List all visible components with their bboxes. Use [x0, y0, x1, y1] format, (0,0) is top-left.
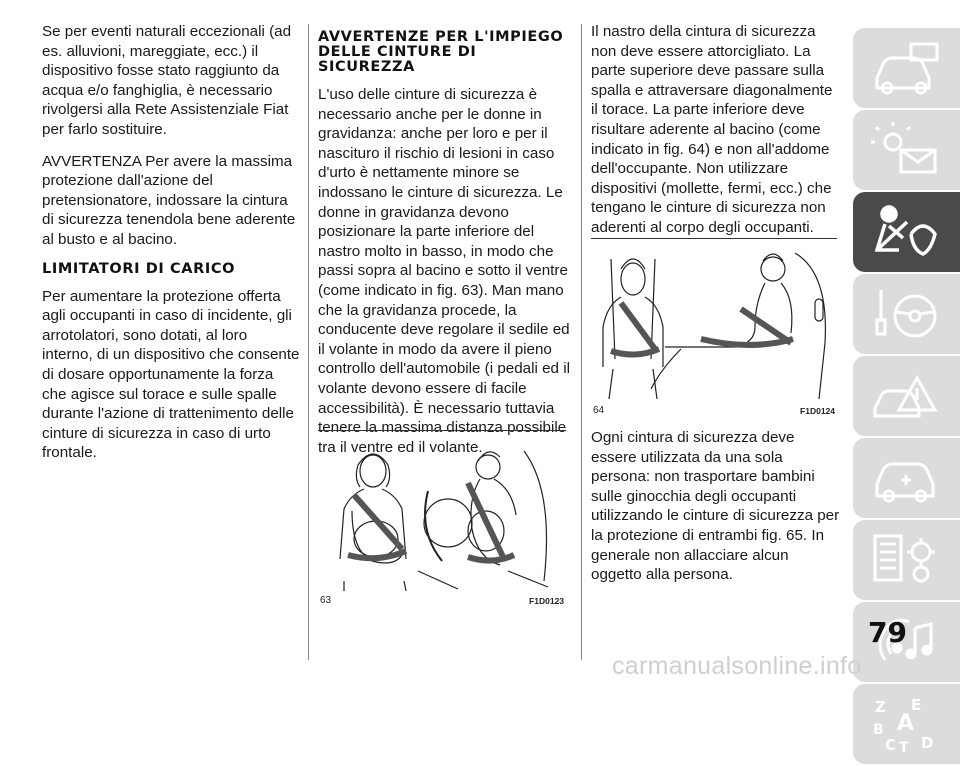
- figure-code: F1D0123: [529, 596, 564, 606]
- chapter-tabs: [853, 28, 960, 766]
- paragraph-warning-pretensioner: AVVERTENZA Per avere la massima protezione dall'azione del pretensionatore, indossare la cintura di sicurezza tenendola bene aderente al busto e al bacino.: [42, 152, 296, 248]
- column-divider: [581, 24, 582, 660]
- paragraph-water-damage: Se per eventi naturali eccezionali (ad es. alluvioni, mareggiate, ecc.) il dispositivo fosse stato raggiunto da acqua e/o fanghiglia, è necessario rivolgersi alla Rete Assistenziale Fiat per farlo sostituire.: [42, 23, 292, 138]
- paragraph-one-person-per-belt: Ogni cintura di sicurezza deve essere utilizzata da una sola persona: non trasportare bambini sulle ginocchia degli occupanti utilizzando le cinture di sicurezza per la protezione di entrambi fig. 65. In generale non allacciare alcun oggetto alla persona.: [591, 429, 840, 584]
- tab-car-info[interactable]: [853, 28, 960, 108]
- index-letter: E: [911, 696, 922, 714]
- tab-starting-driving[interactable]: [853, 274, 960, 354]
- tab-maintenance[interactable]: [853, 438, 960, 518]
- seatbelt-positioning-illustration: [591, 239, 837, 399]
- text-column-2: [318, 22, 572, 469]
- tab-emergency[interactable]: [853, 356, 960, 436]
- paragraph-belt-position: Il nastro della cintura di sicurezza non deve essere attorcigliato. La parte superiore deve passare sulla spalla e attraversare diagonalmente il torace. La parte inferiore deve risultare aderente al bacino (come indicato in fig. 64) e non all'addome dell'occupante. Non utilizzare dispositivi (mollette, fermi, ecc.) che tengano le cinture di sicurezza non aderenti al corpo degli occupanti.: [591, 23, 833, 236]
- column-divider: [308, 24, 309, 660]
- figure-63: [318, 430, 566, 611]
- car-info-icon: [871, 40, 941, 96]
- index-abc-icon: [871, 696, 941, 752]
- figure-64: [591, 238, 837, 419]
- pregnant-woman-seatbelt-illustration: [318, 431, 566, 591]
- figure-code: F1D0124: [800, 406, 835, 416]
- text-column-3-continued: [591, 428, 841, 597]
- index-letter: A: [897, 711, 915, 736]
- index-letter: C: [885, 736, 897, 752]
- paragraph-load-limiters: Per aumentare la protezione offerta agli occupanti in caso di incidente, gli arrotolatori, sono dotati, al loro interno, di un dispositivo che consente di dosare opportunamente la forza che agisce sul torace e sulle spalle durante l'azione di trattenimento delle cinture di sicurezza in caso di urto frontale.: [42, 287, 300, 462]
- airbag-seatbelt-icon: [871, 204, 941, 260]
- index-letter: D: [921, 734, 934, 752]
- section-heading-load-limiters: LIMITATORI DI CARICO: [42, 260, 236, 277]
- tab-index[interactable]: [853, 684, 960, 764]
- section-heading-seatbelt-warnings: AVVERTENZE PER L'IMPIEGO DELLE CINTURE DI SICUREZZA: [318, 29, 564, 75]
- index-letter: T: [899, 740, 909, 752]
- car-service-icon: [871, 450, 941, 506]
- warning-triangle-icon: [871, 368, 941, 424]
- tab-dashboard[interactable]: [853, 110, 960, 190]
- page-number: 79: [868, 616, 907, 649]
- dashboard-lights-icon: [871, 122, 941, 178]
- watermark: carmanualsonline.info: [612, 652, 862, 680]
- key-steering-icon: [871, 286, 941, 342]
- text-column-1: [42, 22, 300, 475]
- specifications-gear-icon: [871, 532, 941, 588]
- figure-number: 63: [320, 595, 332, 606]
- index-letter: Z: [875, 698, 886, 716]
- paragraph-pregnancy: L'uso delle cinture di sicurezza è necessario anche per le donne in gravidanza: anche per loro e per il nascituro il rischio di lesioni in caso d'urto è nettamente minore se indossano le cinture di sicurezza. Le donne in gravidanza devono posizionare la parte inferiore del nastro molto in basso, in modo che passi sopra al bacino e sotto il ventre (come indicato in fig. 63). Man mano che la gravidanza procede, la conducente deve regolare il sedile ed il volante in modo da avere il pieno controllo dell'automobile (i pedali ed il volante devono essere di facile accessibilità). È necessario tuttavia tenere la massima distanza possibile tra il ventre ed il volante.: [318, 86, 570, 456]
- index-letter: B: [873, 722, 884, 738]
- tab-safety[interactable]: [853, 192, 960, 272]
- tab-technical-data[interactable]: [853, 520, 960, 600]
- text-column-3: [591, 22, 841, 250]
- figure-number: 64: [593, 405, 605, 416]
